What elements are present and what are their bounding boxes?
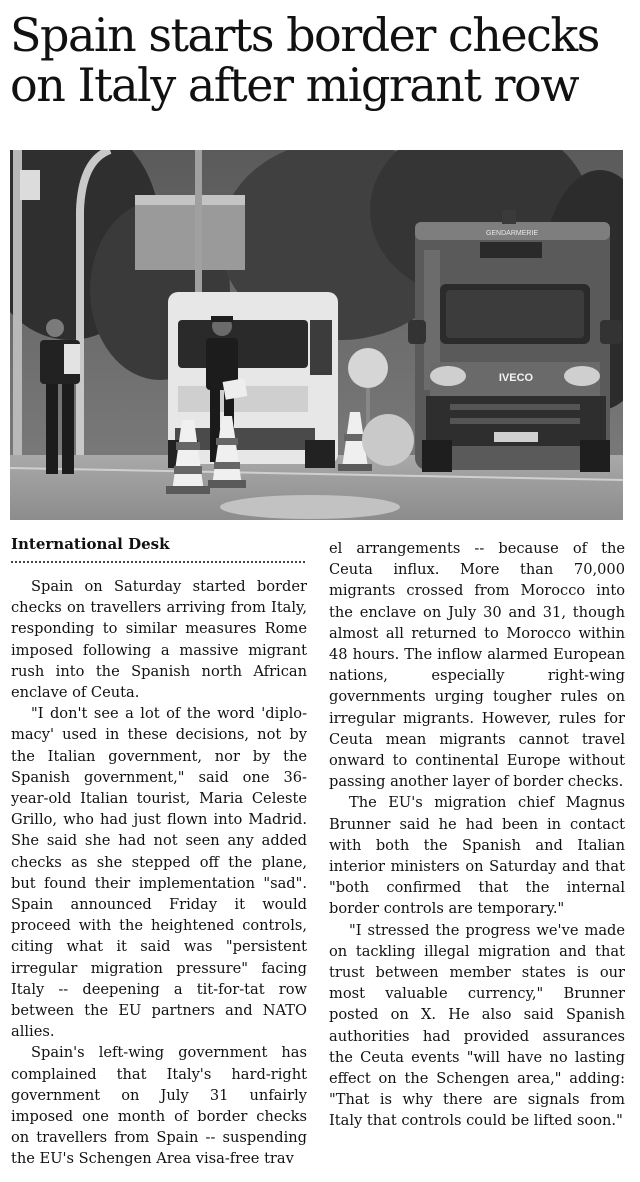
- paragraph: Spain's left-wing government has complained that Italy's hard-right government on July 31 unfairly imposed one month of border checks on travellers from Spain -- suspending the EU's Schengen Area visa-free trav: [11, 1044, 307, 1168]
- paragraph: "I don't see a lot of the word 'diplomacy' used in these decisions, not by the Italian government, nor by the Spanish government," said one 36-year-old Italian tourist, Maria Celeste Grillo, who had just flown into Madrid. She said she had not seen any added checks as she stepped off the plane, but found their implementation "sad". Spain announced Friday it would proceed with the heightened controls, citing what it said was "persistent irregular migration pressure" facing Italy -- deepening a tit-for-tat row between the EU partners and NATO allies.: [11, 705, 307, 1041]
- paragraph: el arrangements -- because of the Ceuta influx. More than 70,000 migrants crossed from Morocco into the enclave on July 30 and 31, though almost all returned to Morocco within 48 hours. The inflow alarmed European nations, especially right-wing governments urging tougher rules on irregular migrants. However, rules for Ceuta mean migrants cannot travel onward to continental Europe without passing another layer of border checks.: [329, 540, 625, 791]
- van-roof-label: GENDARMERIE: [485, 230, 539, 237]
- van-brand-label: IVECO: [498, 372, 534, 384]
- article-column-right: [329, 538, 625, 1132]
- paragraph: Spain on Saturday started border checks on travellers arriving from Italy, responding to similar measures Rome imposed following a massive migrant rush into the Spanish north African enclave of Ceuta.: [11, 578, 307, 702]
- border-checkpoint-photo: [10, 150, 623, 520]
- desk-byline: International Desk: [11, 535, 305, 563]
- headline: Spain starts border checks on Italy after migrant row: [10, 8, 599, 112]
- news-photo: [10, 150, 623, 520]
- article-column-left: [11, 576, 307, 1170]
- paragraph: The EU's migration chief Magnus Brunner said he had been in contact with both the Spanish and Italian interior ministers on Saturday and that "both confirmed that the internal border controls are temporary.": [329, 794, 625, 918]
- paragraph: "I stressed the progress we've made on tackling illegal migration and that trust between member states is our most valuable currency," Brunner posted on X. He also said Spanish authorities had provided assurances the Ceuta events "will have no lasting effect on the Schengen area," adding: "That is why there are signals from Italy that controls could be lifted soon.": [329, 921, 625, 1130]
